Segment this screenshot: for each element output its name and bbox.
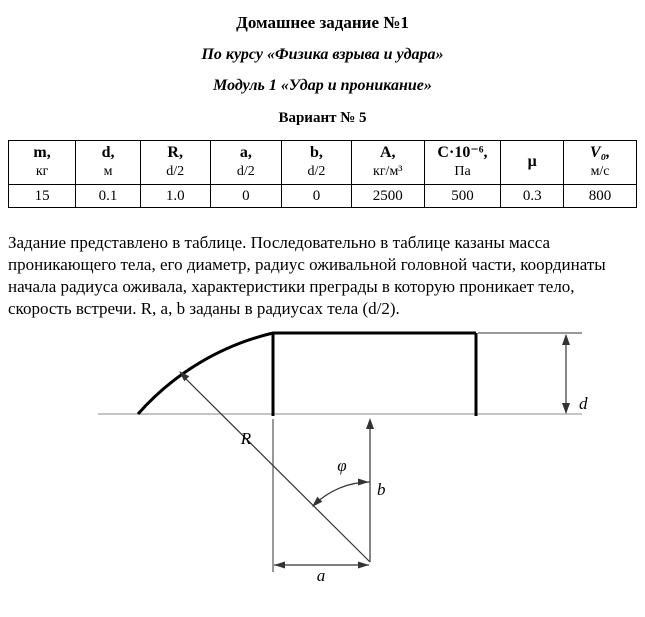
value-a: 0 xyxy=(210,185,282,208)
dimension-d-arrowhead-top xyxy=(562,334,570,345)
col-header-b: b, d/2 xyxy=(282,141,352,185)
doc-course: По курсу «Физика взрыва и удара» xyxy=(201,46,444,63)
angle-label: φ xyxy=(337,455,347,475)
value-A: 2500 xyxy=(351,185,424,208)
parameters-table xyxy=(8,140,637,208)
value-V0: 800 xyxy=(564,185,637,208)
value-C: 500 xyxy=(424,185,501,208)
col-header-m: m, кг xyxy=(9,141,76,185)
dimension-a-arrowhead-right xyxy=(358,561,369,568)
table-values-row xyxy=(9,185,637,208)
dimension-d-arrowhead-bottom xyxy=(562,403,570,414)
table-header-row xyxy=(9,141,637,185)
value-b: 0 xyxy=(282,185,352,208)
col-header-a: a, d/2 xyxy=(210,141,282,185)
doc-variant: Вариант № 5 xyxy=(278,110,367,126)
doc-module: Модуль 1 «Удар и проникание» xyxy=(213,77,432,94)
col-header-V0: V₀, м/с xyxy=(564,141,637,185)
radius-label: R xyxy=(240,428,252,448)
ogive-diagram xyxy=(8,325,645,594)
dimension-a-arrowhead-left xyxy=(274,561,285,568)
value-mu: 0.3 xyxy=(501,185,564,208)
dimension-b-arrowhead xyxy=(366,418,374,429)
col-header-A: A, кг/м³ xyxy=(351,141,424,185)
angle-arc-arrowhead-right xyxy=(358,478,369,485)
dimension-a-label: a xyxy=(316,565,326,585)
dimension-d-label: d xyxy=(579,393,588,413)
col-header-C: C·10⁻⁶, Па xyxy=(424,141,501,185)
value-R: 1.0 xyxy=(140,185,210,208)
col-header-mu: μ xyxy=(501,141,564,185)
task-description: Задание представлено в таблице. Последовательно в таблице казаны масса проникающего тела, его диаметр, радиус оживальной головной части, координаты начала радиуса оживала, характеристики преграды в которую проникает тело, скорость встречи. R, a, b заданы в радиусах тела (d/2). xyxy=(8,233,606,319)
col-header-d: d, м xyxy=(76,141,141,185)
dimension-b-label: b xyxy=(377,479,386,499)
col-header-R: R, d/2 xyxy=(140,141,210,185)
doc-title: Домашнее задание №1 xyxy=(236,13,409,32)
value-m: 15 xyxy=(9,185,76,208)
projectile-outline xyxy=(138,333,476,414)
value-d: 0.1 xyxy=(76,185,141,208)
angle-arc xyxy=(313,482,370,506)
